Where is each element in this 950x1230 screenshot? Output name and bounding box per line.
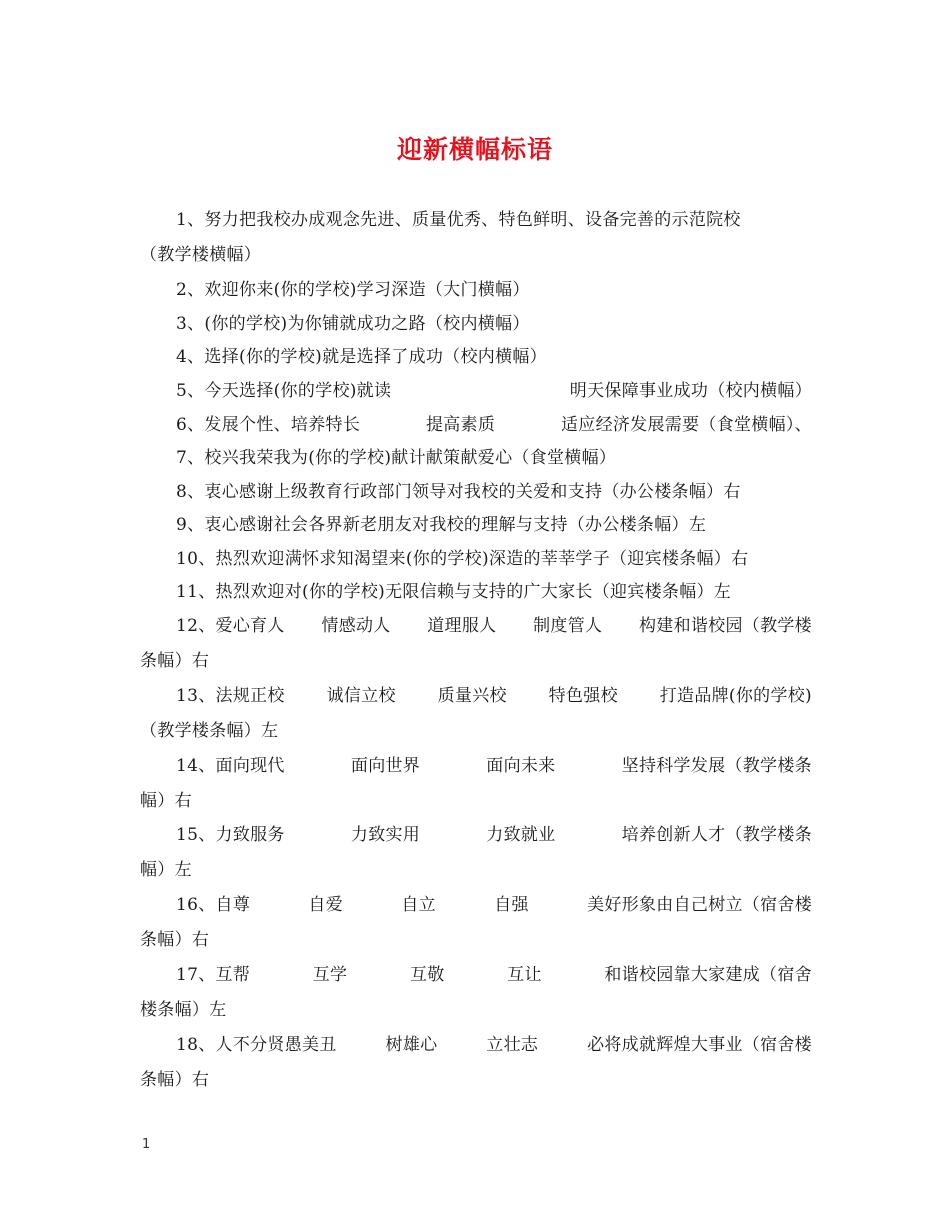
slogan-segment: 自爱 <box>308 895 344 915</box>
slogan-segment: 14、面向现代 <box>176 756 285 776</box>
slogan-line <box>140 441 812 476</box>
slogan-item <box>140 203 812 273</box>
slogan-continuation: 楼条幅）左 <box>140 1000 227 1020</box>
slogan-item <box>140 818 812 888</box>
slogan-item <box>140 307 812 342</box>
slogan-segment: 17、互帮 <box>176 965 251 985</box>
slogan-segment: 适应经济发展需要（食堂横幅）、 <box>560 415 812 435</box>
slogan-segment: 树雄心 <box>385 1035 438 1055</box>
slogan-segment: 培养创新人才（教学楼条 <box>621 825 812 845</box>
slogan-segment: 打造品牌(你的学校) <box>659 686 812 706</box>
document-title: 迎新横幅标语 <box>396 135 553 164</box>
slogan-segment: 6、发展个性、培养特长 <box>176 415 361 435</box>
page-number: 1 <box>142 1137 151 1152</box>
slogan-segment: 情感动人 <box>321 616 391 636</box>
slogan-segment: 制度管人 <box>533 616 603 636</box>
slogan-line <box>140 958 812 993</box>
slogan-continuation: （教学楼横幅） <box>140 245 262 265</box>
slogan-continuation: 条幅）右 <box>140 651 210 671</box>
slogan-item <box>140 542 812 577</box>
slogan-segment: 构建和谐校园（教学楼 <box>638 616 812 636</box>
slogan-item <box>140 508 812 543</box>
slogan-line <box>140 1028 812 1063</box>
slogan-segment: 1、努力把我校办成观念先进、质量优秀、特色鲜明、设备完善的示范院校 <box>176 210 741 230</box>
slogan-item <box>140 575 812 610</box>
slogan-segment: 2、欢迎你来(你的学校)学习深造（大门横幅） <box>176 280 530 300</box>
slogan-segment: 力致实用 <box>350 825 421 845</box>
slogan-item <box>140 475 812 510</box>
slogan-line <box>140 575 812 610</box>
slogan-segment: 坚持科学发展（教学楼条 <box>621 756 812 776</box>
slogan-line <box>140 307 812 342</box>
slogan-item <box>140 749 812 819</box>
slogan-item <box>140 441 812 476</box>
slogan-continuation: （教学楼条幅）左 <box>140 721 279 741</box>
slogan-line <box>140 374 812 409</box>
slogan-line <box>140 818 812 853</box>
slogan-line <box>140 888 812 923</box>
slogan-item <box>140 340 812 375</box>
slogan-segment: 明天保障事业成功（校内横幅） <box>569 381 812 401</box>
slogan-continuation: 幅）左 <box>140 860 192 880</box>
slogan-segment: 特色强校 <box>548 686 618 706</box>
slogan-segment: 自强 <box>494 895 529 915</box>
slogan-item <box>140 888 812 958</box>
slogan-segment: 13、法规正校 <box>176 686 285 706</box>
slogan-item <box>140 374 812 409</box>
slogan-segment: 5、今天选择(你的学校)就读 <box>176 381 392 401</box>
slogan-line <box>140 475 812 510</box>
slogan-segment: 互学 <box>312 965 348 985</box>
slogan-line <box>140 609 812 644</box>
slogan-segment: 必将成就辉煌大事业（宿舍楼 <box>587 1035 812 1055</box>
slogan-line <box>140 408 812 443</box>
slogan-segment: 互让 <box>507 965 542 985</box>
slogan-continuation: 幅）右 <box>140 791 192 811</box>
slogan-line <box>140 203 812 238</box>
slogan-item <box>140 1028 812 1098</box>
slogan-segment: 力致就业 <box>486 825 556 845</box>
slogan-segment: 面向未来 <box>486 756 556 776</box>
slogan-segment: 18、人不分贤愚美丑 <box>176 1035 337 1055</box>
slogan-line <box>140 542 812 577</box>
slogan-segment: 8、衷心感谢上级教育行政部门领导对我校的关爱和支持（办公楼条幅）右 <box>176 482 741 502</box>
slogan-line <box>140 679 812 714</box>
slogan-segment: 自立 <box>401 895 436 915</box>
slogan-segment: 9、衷心感谢社会各界新老朋友对我校的理解与支持（办公楼条幅）左 <box>176 515 707 535</box>
slogan-item <box>140 958 812 1028</box>
slogan-segment: 3、(你的学校)为你铺就成功之路（校内横幅） <box>176 314 530 334</box>
slogan-segment: 4、选择(你的学校)就是选择了成功（校内横幅） <box>176 347 547 367</box>
slogan-segment: 11、热烈欢迎对(你的学校)无限信赖与支持的广大家长（迎宾楼条幅）左 <box>176 582 732 602</box>
slogan-line <box>140 340 812 375</box>
slogan-segment: 提高素质 <box>425 415 496 435</box>
slogan-line <box>140 508 812 543</box>
slogan-segment: 道理服人 <box>427 616 497 636</box>
slogan-segment: 面向世界 <box>350 756 421 776</box>
slogan-segment: 15、力致服务 <box>176 825 285 845</box>
slogan-line <box>140 273 812 308</box>
slogan-segment: 互敬 <box>409 965 445 985</box>
slogan-segment: 10、热烈欢迎满怀求知渴望来(你的学校)深造的莘莘学子（迎宾楼条幅）右 <box>176 549 749 569</box>
slogan-segment: 和谐校园靠大家建成（宿舍 <box>604 965 812 985</box>
slogan-continuation: 条幅）右 <box>140 930 210 950</box>
slogan-segment: 16、自尊 <box>176 895 251 915</box>
slogan-segment: 7、校兴我荣我为(你的学校)献计献策献爱心（食堂横幅） <box>176 448 617 468</box>
slogan-segment: 质量兴校 <box>437 686 507 706</box>
slogan-segment: 12、爱心育人 <box>176 616 285 636</box>
slogan-item <box>140 408 812 443</box>
slogan-item <box>140 679 812 749</box>
slogan-segment: 美好形象由自己树立（宿舍楼 <box>587 895 812 915</box>
slogan-segment: 诚信立校 <box>326 686 396 706</box>
slogan-item <box>140 609 812 679</box>
slogan-segment: 立壮志 <box>486 1035 539 1055</box>
slogan-line <box>140 749 812 784</box>
slogan-item <box>140 273 812 308</box>
slogan-continuation: 条幅）右 <box>140 1070 210 1090</box>
